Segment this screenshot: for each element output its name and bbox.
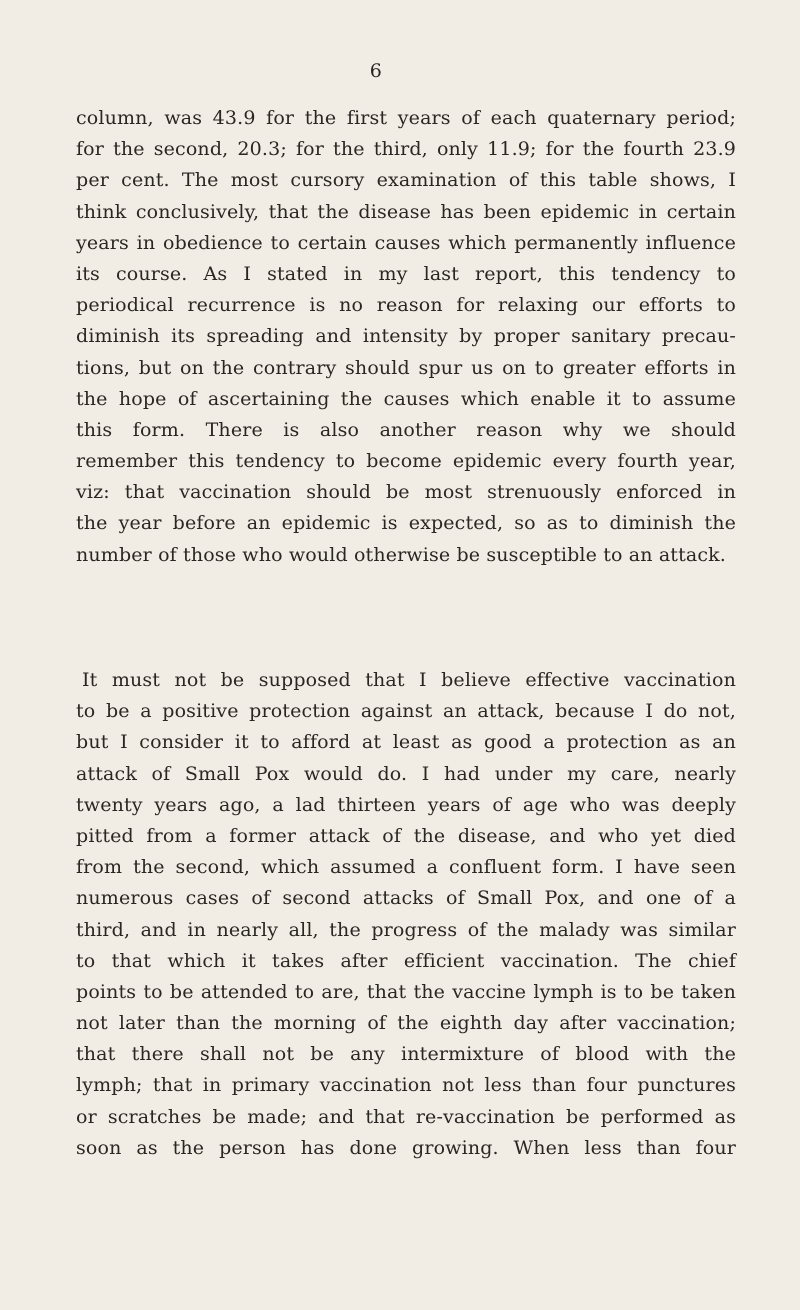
text-line: remember this tendency to become epidemic every fourth year, xyxy=(76,450,736,473)
text-line: tions, but on the contrary should spur us on to greater efforts in xyxy=(76,356,736,379)
text-line: not later than the morning of the eighth day after vaccination; xyxy=(76,1012,736,1035)
text-line: to that which it takes after efficient vaccination. The chief xyxy=(76,949,736,972)
paragraph-2 xyxy=(76,665,736,1164)
text-line: or scratches be made; and that re-vaccination be performed as xyxy=(76,1105,736,1128)
text-line: column, was 43.9 for the first years of each quaternary period; xyxy=(76,107,736,129)
text-line: viz: that vaccination should be most strenuously enforced in xyxy=(76,481,736,504)
text-line: lymph; that in primary vaccination not less than four punctures xyxy=(76,1074,736,1097)
text-line: points to be attended to are, that the vaccine lymph is to be taken xyxy=(76,980,736,1003)
text-line: this form. There is also another reason why we should xyxy=(76,418,736,441)
text-line: from the second, which assumed a confluent form. I have seen xyxy=(76,856,736,879)
text-line: for the second, 20.3; for the third, only 11.9; for the fourth 23.9 xyxy=(76,138,736,161)
text-line: that there shall not be any intermixture of blood with the xyxy=(76,1043,736,1066)
text-line: It must not be supposed that I believe effective vaccination xyxy=(82,669,736,691)
text-line: the year before an epidemic is expected, so as to diminish the xyxy=(76,512,736,535)
text-line: attack of Small Pox would do. I had under my care, nearly xyxy=(76,762,736,785)
text-line: to be a positive protection against an attack, because I do not, xyxy=(76,700,736,723)
text-line: years in obedience to certain causes which permanently influence xyxy=(76,231,736,254)
text-line: third, and in nearly all, the progress of the malady was similar xyxy=(76,918,736,941)
text-line: twenty years ago, a lad thirteen years of age who was deeply xyxy=(76,793,736,816)
text-line: pitted from a former attack of the disease, and who yet died xyxy=(76,824,736,847)
text-line: but I consider it to afford at least as good a protection as an xyxy=(76,731,736,754)
text-line: diminish its spreading and intensity by proper sanitary precau- xyxy=(76,325,736,348)
text-line: soon as the person has done growing. When less than four xyxy=(76,1136,736,1159)
text-line: number of those who would otherwise be susceptible to an attack. xyxy=(76,543,726,566)
text-line: numerous cases of second attacks of Small Pox, and one of a xyxy=(76,887,736,910)
text-line: think conclusively, that the disease has been epidemic in certain xyxy=(76,200,736,223)
text-line: periodical recurrence is no reason for relaxing our efforts to xyxy=(76,294,736,317)
text-line: the hope of ascertaining the causes which enable it to assume xyxy=(76,387,736,410)
paragraph-1 xyxy=(76,103,736,571)
page-number: 6 xyxy=(369,60,383,82)
text-line: per cent. The most cursory examination of this table shows, I xyxy=(76,169,736,192)
text-line: its course. As I stated in my last report, this tendency to xyxy=(76,262,736,285)
